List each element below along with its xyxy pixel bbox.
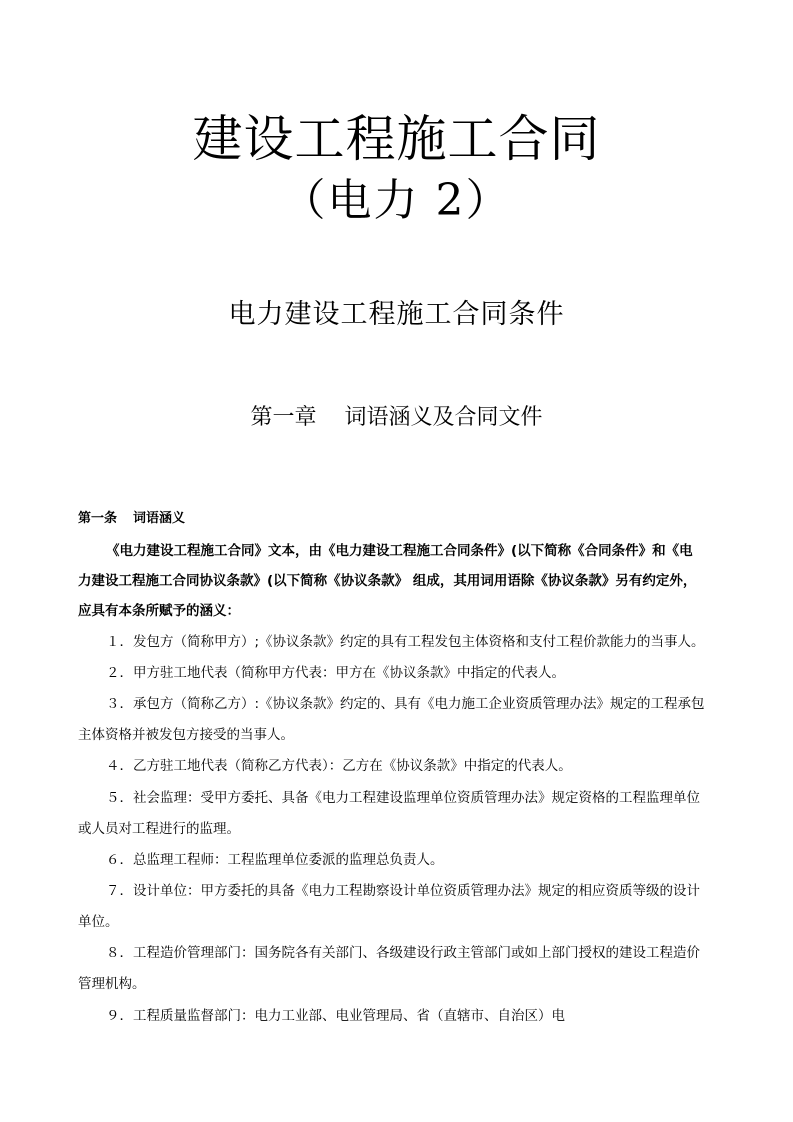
- article-number: 第一条: [78, 511, 118, 526]
- definition-item-5: ５．社会监理：受甲方委托、具备《电力工程建设监理单位资质管理办法》规定资格的工程监理单位: [106, 790, 700, 806]
- definition-item-1: １．发包方（简称甲方）;《协议条款》约定的具有工程发包主体资格和支付工程价款能力的当事人。: [106, 634, 705, 650]
- definition-item-8: ８．工程造价管理部门：国务院各有关部门、各级建设行政主管部门或如上部门授权的建设工程造价: [106, 945, 700, 961]
- definition-item-8-cont: 管理机构。: [78, 976, 146, 992]
- chapter-number: 第一章: [250, 405, 317, 430]
- document-title-suffix: （电力 2）: [281, 175, 512, 226]
- intro-line: 应具有本条所赋予的涵义：: [78, 603, 240, 619]
- document-subtitle: 电力建设工程施工合同条件: [228, 299, 565, 330]
- definition-item-9: ９．工程质量监督部门：电力工业部、电业管理局、省（直辖市、自治区）电: [106, 1008, 565, 1024]
- intro-line: 《电力建设工程施工合同》文本，由《电力建设工程施工合同条件》(以下简称《合同条件》和《电: [106, 543, 693, 559]
- article-heading: [78, 509, 185, 529]
- definition-item-3-cont: 主体资格并被发包方接受的当事人。: [78, 727, 294, 743]
- definition-item-7-cont: 单位。: [78, 914, 119, 930]
- definition-item-5-cont: 或人员对工程进行的监理。: [78, 821, 240, 837]
- definition-item-2: ２．甲方驻工地代表（简称甲方代表：甲方在《协议条款》中指定的代表人。: [106, 665, 565, 681]
- definition-item-6: ６．总监理工程师：工程监理单位委派的监理总负责人。: [106, 852, 444, 868]
- article-name: 词语涵义: [133, 511, 186, 526]
- chapter-heading: [0, 402, 793, 434]
- document-title: 建设工程施工合同: [192, 110, 601, 168]
- chapter-name: 词语涵义及合同文件: [344, 405, 543, 430]
- definition-item-3: ３．承包方（简称乙方）:《协议条款》约定的、具有《电力施工企业资质管理办法》规定的工程承包: [106, 696, 705, 712]
- definition-item-7: ７．设计单位：甲方委托的具备《电力工程勘察设计单位资质管理办法》规定的相应资质等级的设计: [106, 883, 700, 899]
- definition-item-4: ４．乙方驻工地代表（简称乙方代表）：乙方在《协议条款》中指定的代表人。: [106, 758, 572, 774]
- intro-line: 力建设工程施工合同协议条款》(以下简称《协议条款》 组成，其用词用语除《协议条款》另有约定外，: [78, 573, 697, 589]
